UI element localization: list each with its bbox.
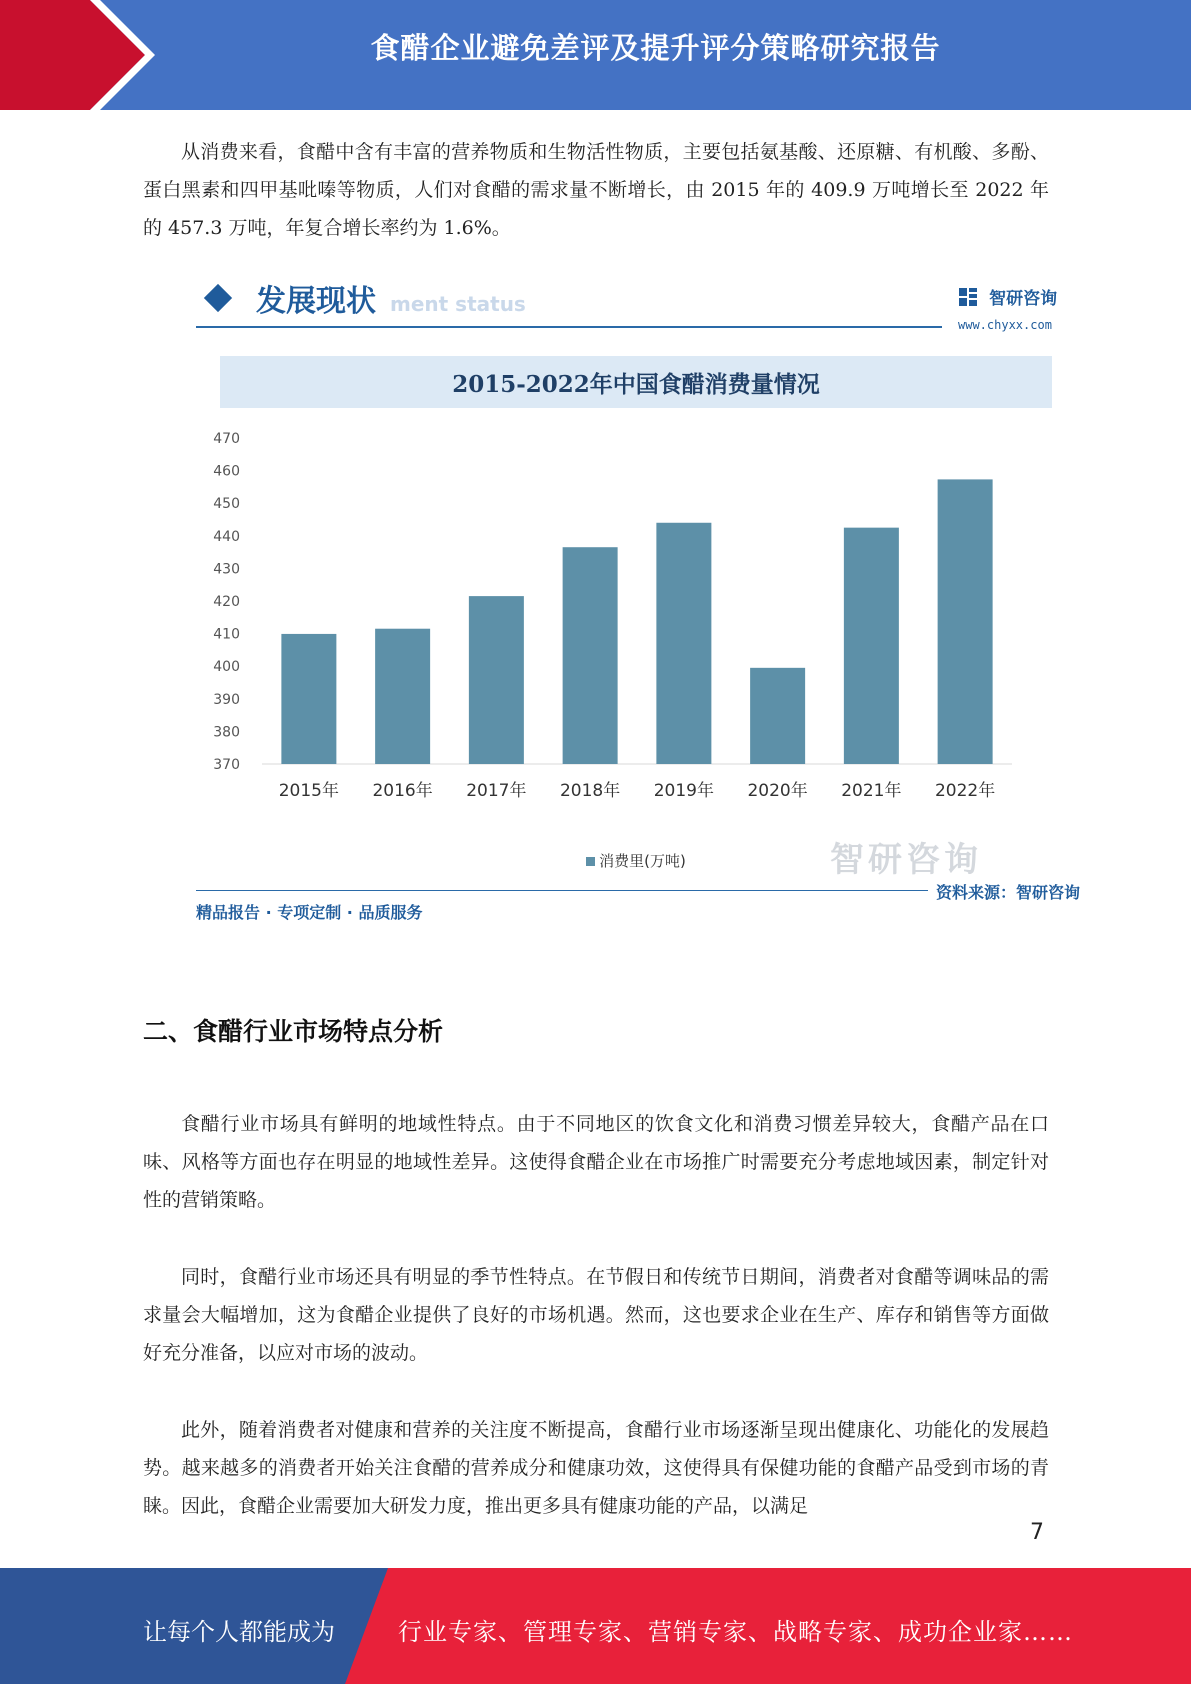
y-tick-label: 430 [213, 561, 240, 578]
header-banner [0, 0, 1191, 110]
footer-banner [0, 1568, 1191, 1684]
chart-title: 2015-2022年中国食醋消费量情况 [452, 371, 820, 398]
brand-block [958, 284, 1057, 309]
bar [469, 596, 524, 764]
figure-header-subtitle: ment status [390, 292, 526, 316]
y-tick-label: 450 [213, 496, 240, 513]
y-tick-label: 420 [213, 594, 240, 610]
brand-url: www.chyxx.com [958, 318, 1052, 332]
y-tick-label: 440 [213, 528, 240, 545]
figure-footer-slogan: 精品报告 · 专项定制 · 品质服务 [196, 903, 423, 922]
brand-logo-icon [958, 287, 978, 307]
bar [656, 523, 711, 764]
x-tick-label: 2019年 [653, 781, 715, 801]
chart-title-box [220, 356, 1052, 408]
footer-slogan-left: 让每个人都能成为 [143, 1618, 335, 1646]
x-tick-label: 2022年 [934, 781, 996, 801]
brand-name: 智研咨询 [989, 289, 1058, 309]
figure-header-rule [196, 326, 942, 328]
x-tick-label: 2021年 [841, 781, 902, 801]
bar [563, 547, 618, 764]
section-heading: 二、食醋行业市场特点分析 [143, 1017, 444, 1046]
chart-figure [180, 270, 1092, 930]
legend-label: 消费里(万吨) [599, 852, 686, 870]
section-paragraph-3: 此外，随着消费者对健康和营养的关注度不断提高，食醋行业市场逐渐呈现出健康化、功能化的发展趋势。越来越多的消费者开始关注食醋的营养成分和健康功效，这使得具有保健功能的食醋产品受到市场的青睐。因此，食醋企业需要加大研发力度，推出更多具有健康功能的产品，以满足 [143, 1419, 1049, 1517]
header-arrow-decoration [0, 0, 160, 110]
y-tick-label: 410 [213, 626, 240, 643]
page-number: 7 [1030, 1520, 1044, 1545]
data-source: 资料来源：智研咨询 [928, 880, 1080, 903]
section-paragraph-1: 食醋行业市场具有鲜明的地域性特点。由于不同地区的饮食文化和消费习惯差异较大，食醋产品在口味、风格等方面也存在明显的地域性差异。这使得食醋企业在市场推广时需要充分考虑地域因素，制定针对性的营销策略。 [143, 1113, 1049, 1211]
y-tick-label: 390 [213, 691, 240, 708]
x-tick-label: 2018年 [559, 781, 621, 801]
y-tick-label: 400 [213, 659, 240, 676]
bar [844, 528, 899, 764]
y-tick-label: 470 [213, 431, 240, 447]
bar [281, 634, 336, 764]
x-tick-label: 2017年 [466, 781, 527, 801]
y-tick-label: 380 [213, 724, 240, 741]
report-title: 食醋企业避免差评及提升评分策略研究报告 [370, 31, 941, 65]
x-tick-label: 2016年 [372, 781, 433, 801]
x-tick-label: 2020年 [747, 781, 808, 801]
watermark: 智研咨询 [830, 840, 982, 880]
bar [750, 668, 805, 764]
bar-chart [180, 420, 1092, 840]
footer-slogan-right: 行业专家、管理专家、营销专家、战略专家、成功企业家…… [398, 1618, 1073, 1646]
bar [375, 629, 430, 764]
diamond-icon [204, 284, 232, 312]
legend-swatch [586, 857, 595, 866]
section-paragraph-2: 同时，食醋行业市场还具有明显的季节性特点。在节假日和传统节日期间，消费者对食醋等调味品的需求量会大幅增加，这为食醋企业提供了良好的市场机遇。然而，这也要求企业在生产、库存和销售等方面做好充分准备，以应对市场的波动。 [143, 1266, 1049, 1364]
y-tick-label: 460 [213, 463, 240, 480]
figure-header-title: 发展现状 [256, 284, 376, 319]
bar [938, 479, 993, 764]
intro-paragraph: 从消费来看，食醋中含有丰富的营养物质和生物活性物质，主要包括氨基酸、还原糖、有机酸、多酚、蛋白黑素和四甲基吡嗪等物质，人们对食醋的需求量不断增长，由 2015 年的 409.9 万吨增长至 2022 年的 457.3 万吨，年复合增长率约为 1.6%。 [143, 141, 1049, 239]
y-tick-label: 370 [213, 757, 240, 773]
x-tick-label: 2015年 [278, 781, 340, 801]
